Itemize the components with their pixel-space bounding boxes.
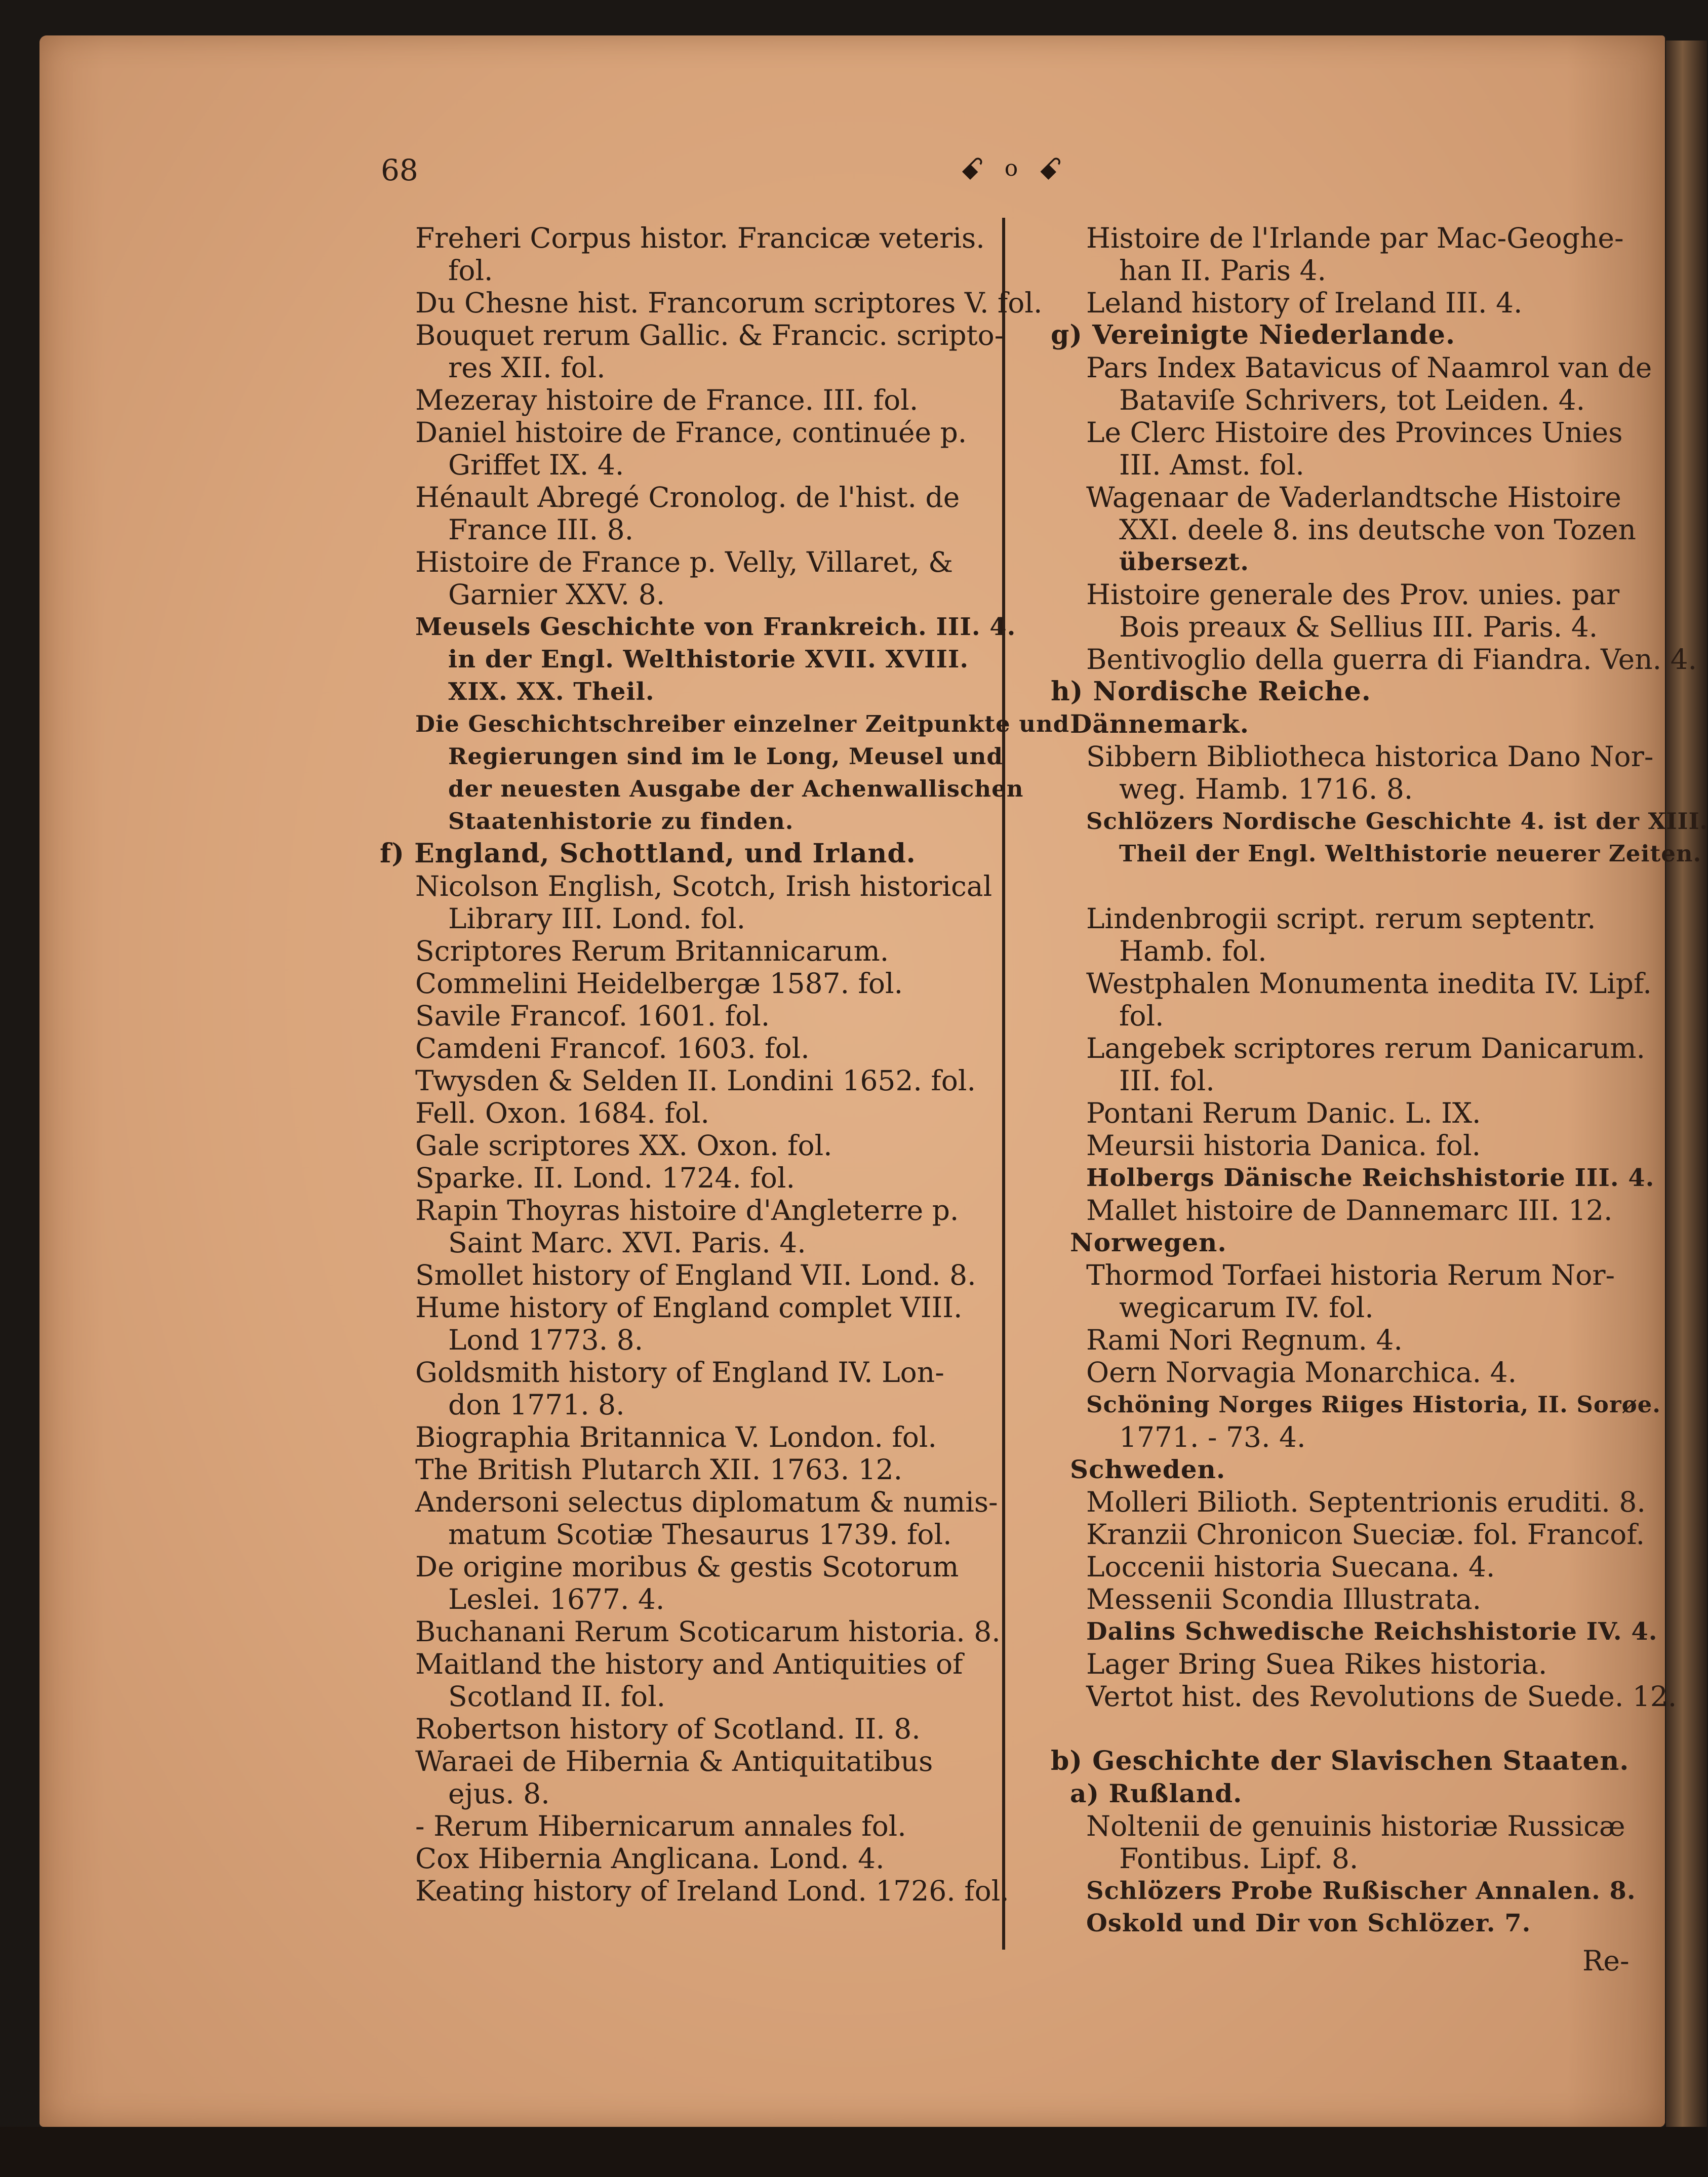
bibliography-entry: Mezeray histoire de France. III. fol. xyxy=(415,384,919,416)
section-heading: g) Vereinigte Niederlande. xyxy=(1051,320,1456,350)
bibliography-entry-continuation: Hamb. fol. xyxy=(1119,935,1267,967)
right-column xyxy=(1051,222,1708,1939)
bibliography-entry: Scriptores Rerum Britannicarum. xyxy=(415,935,889,967)
bibliography-entry: - Rerum Hibernicarum annales fol. xyxy=(415,1810,906,1842)
ornament-center-icon: o xyxy=(1004,155,1021,181)
bibliography-entry-continuation: Theil der Engl. Welthistorie neuerer Zeiten. xyxy=(1119,840,1702,867)
bibliography-entry: Waraei de Hibernia & Antiquitatibus xyxy=(415,1745,933,1777)
bibliography-entry: Lager Bring Suea Rikes historia. xyxy=(1086,1648,1547,1680)
bibliography-entry: Hume history of England complet VIII. xyxy=(415,1291,963,1324)
bibliography-entry: Dalins Schwedische Reichshistorie IV. 4. xyxy=(1086,1617,1658,1646)
bibliography-entry: Lindenbrogii script. rerum septentr. xyxy=(1086,902,1596,935)
bibliography-entry-continuation: XIX. XX. Theil. xyxy=(448,678,655,706)
bibliography-entry: Messenii Scondia Illustrata. xyxy=(1086,1583,1482,1615)
bibliography-entry: Histoire de l'Irlande par Mac-Geoghe- xyxy=(1086,222,1624,254)
bibliography-entry-continuation: Scotland II. fol. xyxy=(448,1680,666,1713)
bibliography-entry-continuation: Fontibus. Lipf. 8. xyxy=(1119,1842,1359,1875)
bibliography-entry-continuation: fol. xyxy=(1119,1000,1164,1032)
subsection-heading: Dännemark. xyxy=(1070,709,1249,739)
bibliography-entry: Pontani Rerum Danic. L. IX. xyxy=(1086,1097,1481,1129)
bibliography-entry-continuation: in der Engl. Welthistorie XVII. XVIII. xyxy=(448,645,969,674)
page-edge-bottom xyxy=(0,2127,1707,2177)
bibliography-entry: Savile Francof. 1601. fol. xyxy=(415,1000,770,1032)
bibliography-entry: Freheri Corpus histor. Francicæ veteris. xyxy=(415,222,985,254)
header-ornament xyxy=(871,152,1155,192)
bibliography-entry: Kranzii Chronicon Sueciæ. fol. Francof. xyxy=(1086,1518,1645,1551)
blank-line xyxy=(1051,870,1661,902)
bibliography-entry: Holbergs Dänische Reichshistorie III. 4. xyxy=(1086,1164,1655,1192)
bibliography-entry: Camdeni Francof. 1603. fol. xyxy=(415,1032,810,1064)
bibliography-entry: Oskold und Dir von Schlözer. 7. xyxy=(1086,1909,1531,1937)
bibliography-entry: Twysden & Selden II. Londini 1652. fol. xyxy=(415,1064,976,1097)
section-heading: b) Geschichte der Slavischen Staaten. xyxy=(1051,1746,1630,1776)
bibliography-entry: De origine moribus & gestis Scotorum xyxy=(415,1551,959,1583)
bibliography-entry: Gale scriptores XX. Oxon. fol. xyxy=(415,1129,832,1162)
bibliography-entry: Bentivoglio della guerra di Fiandra. Ven. 4. xyxy=(1086,643,1697,676)
bibliography-entry-continuation: III. fol. xyxy=(1119,1064,1215,1097)
bibliography-entry: Buchanani Rerum Scoticarum historia. 8. xyxy=(415,1615,1001,1648)
bibliography-entry: Andersoni selectus diplomatum & numis- xyxy=(415,1486,998,1518)
bibliography-entry: Cox Hibernia Anglicana. Lond. 4. xyxy=(415,1842,885,1875)
bibliography-entry: Schlözers Nordische Geschichte 4. ist der XIII. xyxy=(1086,808,1708,835)
catchword: Re- xyxy=(1582,1945,1630,1977)
bibliography-entry: The British Plutarch XII. 1763. 12. xyxy=(415,1453,903,1486)
bibliography-entry-continuation: Regierungen sind im le Long, Meusel und xyxy=(448,743,1003,770)
bibliography-entry: Le Clerc Histoire des Provinces Unies xyxy=(1086,416,1623,449)
bibliography-entry: Smollet history of England VII. Lond. 8. xyxy=(415,1259,976,1291)
bibliography-entry-continuation: III. Amst. fol. xyxy=(1119,449,1304,481)
bibliography-entry: Sibbern Bibliotheca historica Dano Nor- xyxy=(1086,740,1654,773)
bibliography-entry: Westphalen Monumenta inedita IV. Lipf. xyxy=(1086,967,1652,1000)
subsection-heading: Norwegen. xyxy=(1070,1228,1227,1257)
bibliography-entry-continuation: Leslei. 1677. 4. xyxy=(448,1583,665,1615)
bibliography-entry-continuation: Bois preaux & Sellius III. Paris. 4. xyxy=(1119,611,1598,643)
section-heading: f) England, Schottland, und Irland. xyxy=(380,838,916,869)
bibliography-entry-continuation: 1771. - 73. 4. xyxy=(1119,1421,1306,1453)
bibliography-entry-continuation: don 1771. 8. xyxy=(448,1389,625,1421)
ornament-right-icon: ꗃ xyxy=(1038,152,1066,187)
bibliography-entry: Biographia Britannica V. London. fol. xyxy=(415,1421,937,1453)
bibliography-entry: Bouquet rerum Gallic. & Francic. scripto- xyxy=(415,319,1004,351)
bibliography-entry: Histoire generale des Prov. unies. par xyxy=(1086,578,1620,611)
page-number: 68 xyxy=(381,153,418,187)
bibliography-entry: Wagenaar de Vaderlandtsche Histoire xyxy=(1086,481,1621,513)
bibliography-entry-continuation: Library III. Lond. fol. xyxy=(448,902,746,935)
bibliography-entry: Commelini Heidelbergæ 1587. fol. xyxy=(415,967,903,1000)
bibliography-entry: Langebek scriptores rerum Danicarum. xyxy=(1086,1032,1645,1064)
bibliography-entry-continuation: ejus. 8. xyxy=(448,1777,550,1810)
subsection-heading: Schweden. xyxy=(1070,1454,1226,1484)
bibliography-entry: Die Geschichtschreiber einzelner Zeitpunkte und xyxy=(415,710,1070,737)
bibliography-entry: Schlözers Probe Rußischer Annalen. 8. xyxy=(1086,1877,1636,1905)
bibliography-entry-continuation: han II. Paris 4. xyxy=(1119,254,1326,287)
blank-line xyxy=(1051,1713,1661,1745)
bibliography-entry: Du Chesne hist. Francorum scriptores V. fol. xyxy=(415,287,1043,319)
bibliography-entry: Mallet histoire de Dannemarc III. 12. xyxy=(1086,1194,1613,1226)
bibliography-entry-continuation: weg. Hamb. 1716. 8. xyxy=(1119,773,1413,805)
bibliography-entry: Pars Index Batavicus of Naamrol van de xyxy=(1086,351,1652,384)
bibliography-entry: Keating history of Ireland Lond. 1726. fol. xyxy=(415,1875,1009,1907)
bibliography-entry: Leland history of Ireland III. 4. xyxy=(1086,287,1523,319)
bibliography-entry: Rapin Thoyras histoire d'Angleterre p. xyxy=(415,1194,959,1226)
column-divider xyxy=(1002,218,1005,1950)
bibliography-entry-continuation: Bataviſe Schrivers, tot Leiden. 4. xyxy=(1119,384,1585,416)
bibliography-entry: Schöning Norges Riiges Historia, II. Sorøe. xyxy=(1086,1391,1661,1418)
bibliography-entry: Goldsmith history of England IV. Lon- xyxy=(415,1356,944,1389)
bibliography-entry: Meursii historia Danica. fol. xyxy=(1086,1129,1481,1162)
bibliography-entry: Maitland the history and Antiquities of xyxy=(415,1648,963,1680)
bibliography-entry-continuation: fol. xyxy=(448,254,493,287)
bibliography-entry: Nicolson English, Scotch, Irish historical xyxy=(415,870,992,902)
subsection-heading: a) Rußland. xyxy=(1070,1778,1243,1808)
bibliography-entry: Oern Norvagia Monarchica. 4. xyxy=(1086,1356,1517,1389)
bibliography-entry-continuation: Garnier XXV. 8. xyxy=(448,578,665,611)
bibliography-entry-continuation: wegicarum IV. fol. xyxy=(1119,1291,1374,1324)
bibliography-entry: Daniel histoire de France, continuée p. xyxy=(415,416,967,449)
bibliography-entry-continuation: übersezt. xyxy=(1119,548,1249,576)
bibliography-entry: Noltenii de genuinis historiæ Russicæ xyxy=(1086,1810,1625,1842)
page-edge-right xyxy=(1666,41,1707,2177)
bibliography-entry-continuation: res XII. fol. xyxy=(448,351,606,384)
bibliography-entry: Rami Nori Regnum. 4. xyxy=(1086,1324,1403,1356)
bibliography-entry-continuation: der neuesten Ausgabe der Achenwallischen xyxy=(448,775,1024,802)
bibliography-entry-continuation: Lond 1773. 8. xyxy=(448,1324,644,1356)
section-heading: h) Nordische Reiche. xyxy=(1051,676,1371,707)
bibliography-entry-continuation: France III. 8. xyxy=(448,513,634,546)
bibliography-entry: Molleri Bilioth. Septentrionis eruditi. 8. xyxy=(1086,1486,1646,1518)
bibliography-entry: Histoire de France p. Velly, Villaret, & xyxy=(415,546,954,578)
bibliography-entry: Meusels Geschichte von Frankreich. III. 4. xyxy=(415,613,1016,641)
bibliography-entry-continuation: matum Scotiæ Thesaurus 1739. fol. xyxy=(448,1518,952,1551)
bibliography-entry-continuation: Griffet IX. 4. xyxy=(448,449,624,481)
bibliography-entry: Robertson history of Scotland. II. 8. xyxy=(415,1713,921,1745)
bibliography-entry: Sparke. II. Lond. 1724. fol. xyxy=(415,1162,795,1194)
ornament-left-icon: ꗃ xyxy=(960,152,987,187)
bibliography-entry-continuation: XXI. deele 8. ins deutsche von Tozen xyxy=(1119,513,1636,546)
bibliography-entry: Hénault Abregé Cronolog. de l'hist. de xyxy=(415,481,960,513)
bibliography-entry: Thormod Torfaei historia Rerum Nor- xyxy=(1086,1259,1615,1291)
bibliography-entry-continuation: Saint Marc. XVI. Paris. 4. xyxy=(448,1226,806,1259)
left-column xyxy=(380,222,1070,1907)
bibliography-entry-continuation: Staatenhistorie zu finden. xyxy=(448,808,794,835)
bibliography-entry: Vertot hist. des Revolutions de Suede. 12. xyxy=(1086,1680,1677,1713)
bibliography-entry: Fell. Oxon. 1684. fol. xyxy=(415,1097,709,1129)
bibliography-entry: Loccenii historia Suecana. 4. xyxy=(1086,1551,1495,1583)
